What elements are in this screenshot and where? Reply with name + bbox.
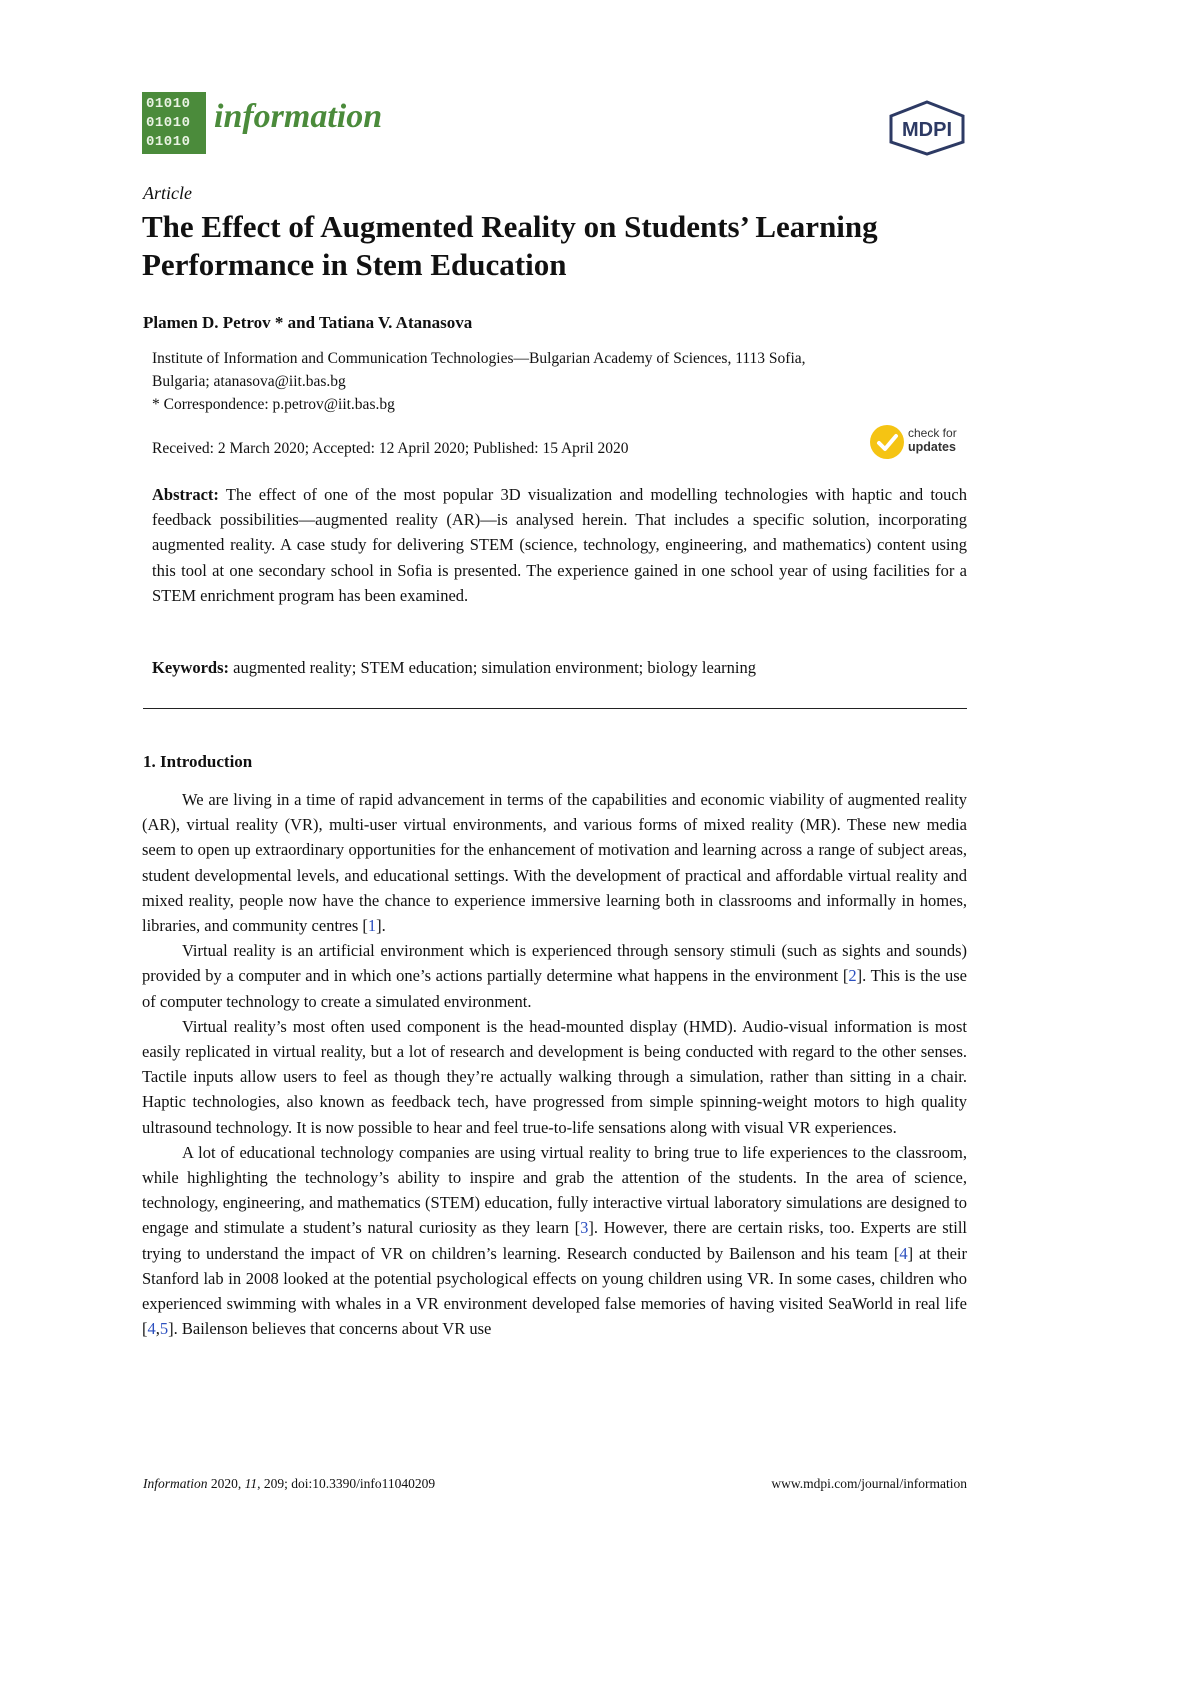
footer-doi: , 209; doi:10.3390/info11040209 bbox=[257, 1476, 436, 1491]
check-line-2: updates bbox=[908, 440, 956, 454]
paragraph-4-text-b: ]. However, there are certain risks, too. Experts are still trying to understand the impact of VR on children’s learning. Research conducted by Bailenson and his team [ bbox=[142, 1218, 967, 1263]
paragraph-1 bbox=[142, 787, 967, 938]
keywords bbox=[152, 655, 967, 680]
paragraph-1-text: We are living in a time of rapid advancement in terms of the capabilities and economic viability of augmented reality (AR), virtual reality (VR), multi-user virtual environments, and various forms of mixed reality (MR). These new media seem to open up extraordinary opportunities for the enhancement of motivation and learning across a range of subject areas, student developmental levels, and educational settings. With the development of practical and affordable virtual reality and mixed reality, people now have the chance to experience immersive learning both in classrooms and informally in homes, libraries, and community centres [ bbox=[142, 790, 967, 936]
citation-link[interactable]: 3 bbox=[580, 1218, 589, 1238]
footer-citation bbox=[143, 1476, 435, 1492]
citation-link[interactable]: 2 bbox=[848, 966, 857, 986]
check-for-updates-label bbox=[908, 426, 957, 454]
authors: Plamen D. Petrov * and Tatiana V. Atanasova bbox=[143, 313, 473, 332]
paragraph-4 bbox=[142, 1140, 967, 1342]
keywords-text: augmented reality; STEM education; simulation environment; biology learning bbox=[229, 658, 756, 677]
journal-logo-bits: 01010 01010 01010 bbox=[146, 96, 191, 150]
paragraph-2 bbox=[142, 938, 967, 1014]
divider bbox=[143, 708, 967, 709]
check-line-1: check for bbox=[908, 426, 957, 440]
citation-link[interactable]: 4 bbox=[147, 1319, 156, 1339]
footer-journal: Information bbox=[143, 1476, 208, 1491]
paragraph-4-text-c: ] at their Stanford lab in 2008 looked at the potential psychological effects on young children using VR. In some cases, children who experienced swimming with whales in a VR environment developed false memories of having visited SeaWorld in real life [ bbox=[142, 1243, 967, 1339]
citation-link[interactable]: 4 bbox=[899, 1243, 908, 1263]
article-type: Article bbox=[143, 183, 192, 203]
citation-separator: , bbox=[155, 1319, 160, 1339]
footer-journal-url[interactable]: www.mdpi.com/journal/information bbox=[771, 1476, 967, 1491]
paragraph-4-text-a: A lot of educational technology companies are using virtual reality to bring true to life experiences to the classroom, while highlighting the technology’s ability to inspire and grab the attention of the students. In the area of science, technology, engineering, and mathematics (STEM) education, fully interactive virtual laboratory simulations are designed to engage and stimulate a student’s natural curiosity as they learn [ bbox=[142, 1142, 967, 1238]
affiliation-line-2: Bulgaria; atanasova@iit.bas.bg bbox=[152, 373, 346, 390]
body-text bbox=[142, 787, 967, 1341]
keywords-label: Keywords: bbox=[152, 658, 229, 677]
paragraph-2-text: Virtual reality is an artificial environment which is experienced through sensory stimuli (such as sights and sounds) provided by a computer and in which one’s actions partially determine what happens in the environment [ bbox=[142, 941, 967, 986]
journal-name: information bbox=[214, 98, 383, 135]
paragraph-1-end: ]. bbox=[376, 916, 386, 936]
page-title: The Effect of Augmented Reality on Students’ Learning Performance in Stem Education bbox=[142, 209, 878, 282]
paragraph-2-end: ]. This is the use of computer technology to create a simulated environment. bbox=[142, 966, 967, 1011]
abstract-text: The effect of one of the most popular 3D visualization and modelling technologies with haptic and touch feedback possibilities—augmented reality (AR)—is analysed herein. That includes a specific solution, incorporating augmented reality. A case study for delivering STEM (science, technology, engineering, and mathematics) content using this tool at one secondary school in Sofia is presented. The experience gained in one school year of using facilities for a STEM enrichment program has been examined. bbox=[152, 485, 967, 605]
publication-dates: Received: 2 March 2020; Accepted: 12 April 2020; Published: 15 April 2020 bbox=[152, 440, 629, 457]
footer-year: 2020, bbox=[207, 1476, 245, 1491]
mdpi-logo-text: MDPI bbox=[902, 119, 952, 141]
paragraph-4-text-d: ]. Bailenson believes that concerns about VR use bbox=[168, 1319, 492, 1339]
mdpi-logo bbox=[887, 100, 967, 156]
footer-volume: 11 bbox=[244, 1476, 258, 1491]
affiliation-line-1: Institute of Information and Communication Technologies—Bulgarian Academy of Sciences, 1113 Sofia, bbox=[152, 350, 806, 367]
paragraph-3: Virtual reality’s most often used component is the head-mounted display (HMD). Audio-visual information is most easily replicated in virtual reality, but a lot of research and development is being conducted with regard to the other senses. Tactile inputs allow users to feel as though they’re actually walking through a simulation, rather than sitting in a chair. Haptic technologies, also known as feedback tech, have progressed from simple spinning-weight motors to high quality ultrasound technology. It is now possible to hear and feel true-to-life sensations along with visual VR experiences. bbox=[142, 1016, 967, 1137]
check-for-updates-icon bbox=[870, 425, 904, 459]
abstract-label: Abstract: bbox=[152, 485, 219, 504]
journal-logo bbox=[142, 92, 206, 154]
check-for-updates-badge[interactable] bbox=[870, 423, 970, 463]
section-heading: 1. Introduction bbox=[143, 752, 253, 771]
abstract bbox=[152, 482, 967, 608]
correspondence: * Correspondence: p.petrov@iit.bas.bg bbox=[152, 396, 395, 413]
citation-link[interactable]: 5 bbox=[159, 1319, 169, 1339]
citation-link[interactable]: 1 bbox=[367, 916, 377, 936]
